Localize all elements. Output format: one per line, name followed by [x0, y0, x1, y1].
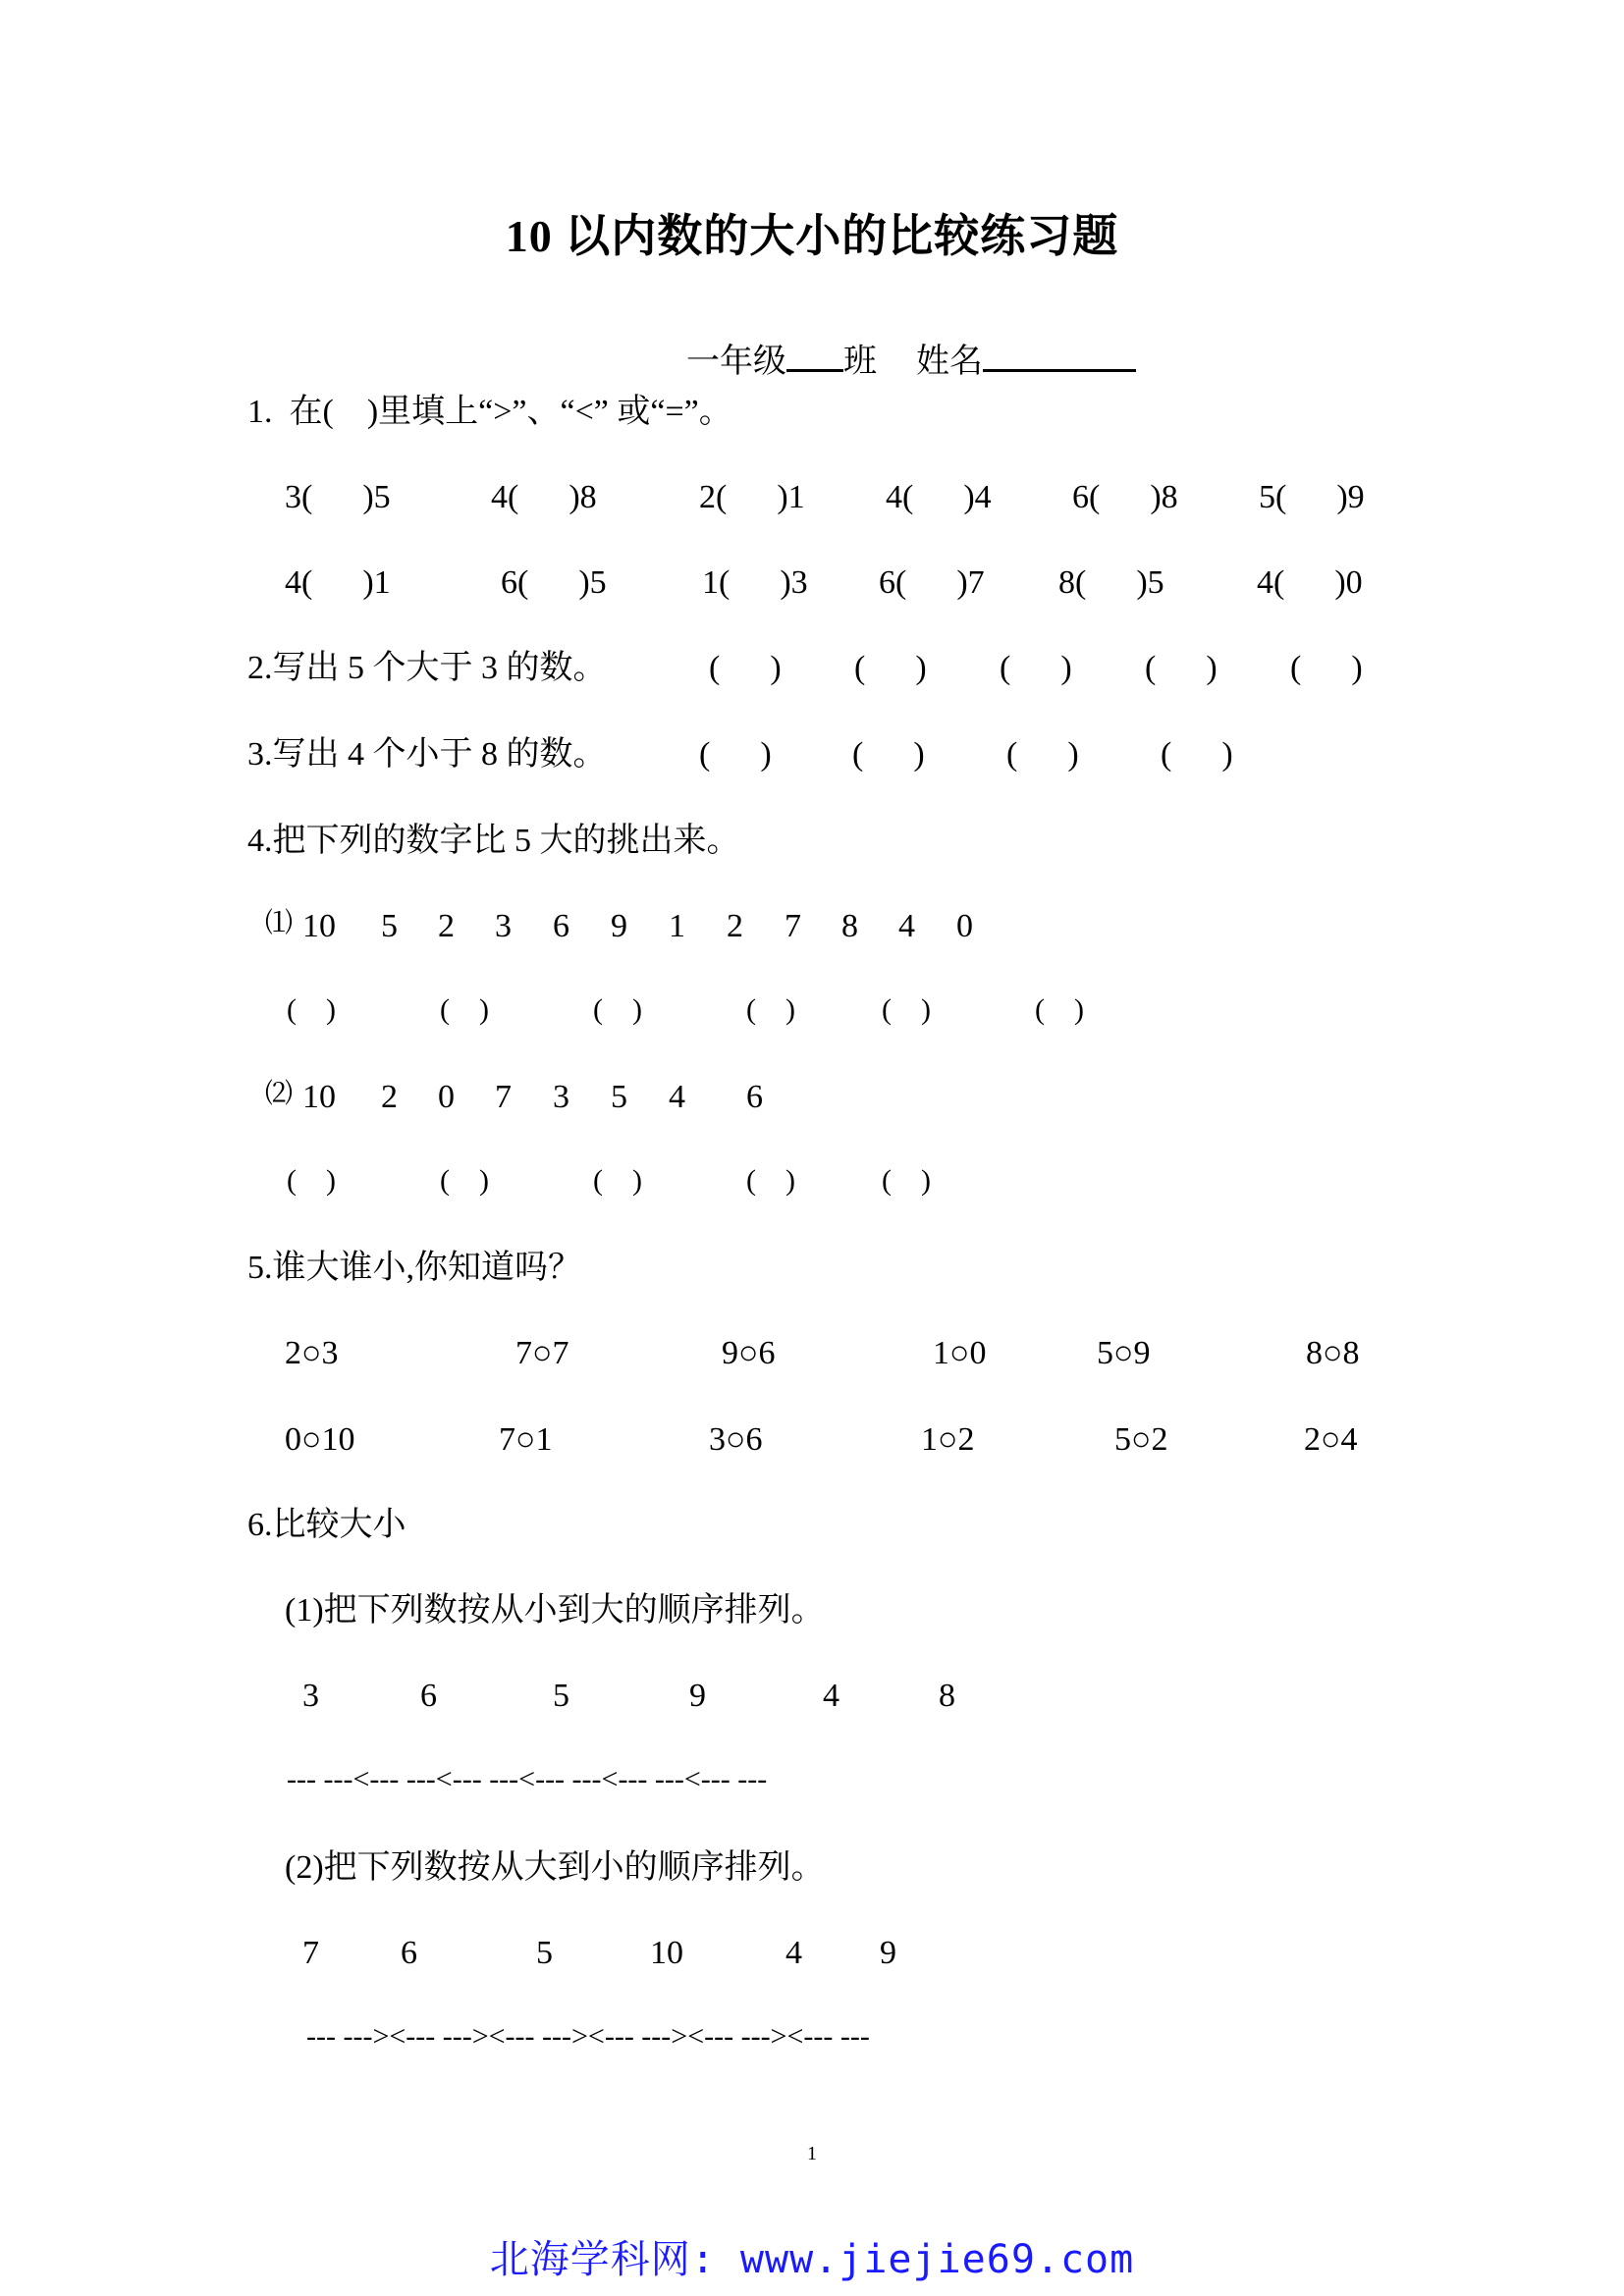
number-item: 10	[302, 1079, 336, 1115]
answer-blank[interactable]: ( )	[440, 1164, 489, 1197]
number-item: 2	[438, 908, 455, 944]
compare-item[interactable]: 4( )0	[1257, 564, 1363, 601]
number-item: 2	[381, 1079, 398, 1115]
number-item: 4	[669, 1079, 685, 1115]
part-label: ⑵	[265, 1079, 294, 1109]
circle-compare[interactable]: 0○10	[285, 1421, 355, 1458]
footer-watermark: 北海学科网: www.jiejie69.com	[489, 2237, 1135, 2282]
compare-item[interactable]: 6( )7	[879, 564, 985, 601]
part-label: ⑴	[265, 908, 294, 938]
answer-blank[interactable]: ( )	[287, 1164, 336, 1197]
number-item: 10	[302, 908, 336, 944]
name-blank[interactable]	[983, 340, 1136, 372]
circle-compare[interactable]: 2○3	[285, 1335, 339, 1371]
answer-blank[interactable]: ( )	[1161, 736, 1233, 773]
number-item: 8	[841, 908, 858, 944]
compare-item[interactable]: 4( )1	[285, 564, 391, 601]
compare-item[interactable]: 4( )8	[491, 479, 597, 515]
class-blank[interactable]	[786, 340, 843, 372]
number-item: 4	[823, 1678, 839, 1714]
number-item: 7	[785, 908, 801, 944]
question-3-prompt: 3.写出 4 个小于 8 的数。	[247, 736, 607, 773]
compare-item[interactable]: 3( )5	[285, 479, 391, 515]
number-item: 4	[898, 908, 915, 944]
number-item: 3	[495, 908, 512, 944]
number-item: 7	[495, 1079, 512, 1115]
circle-compare[interactable]: 5○2	[1114, 1421, 1168, 1458]
circle-compare[interactable]: 7○1	[499, 1421, 553, 1458]
number-item: 9	[880, 1935, 896, 1971]
answer-blank[interactable]: ( )	[699, 736, 772, 773]
grade-label: 一年级	[686, 344, 786, 380]
number-item: 7	[302, 1935, 319, 1971]
number-item: 3	[553, 1079, 569, 1115]
answer-blank[interactable]: ( )	[854, 650, 927, 686]
question-5-prompt: 5.谁大谁小,你知道吗？	[247, 1250, 581, 1286]
question-6-part-1-answer-line[interactable]: --- ---<--- ---<--- ---<--- ---<--- ---<--- ---	[287, 1763, 768, 1795]
circle-compare[interactable]: 3○6	[709, 1421, 763, 1458]
compare-item[interactable]: 5( )9	[1259, 479, 1365, 515]
question-2-prompt: 2.写出 5 个大于 3 的数。	[247, 650, 607, 686]
number-item: 8	[939, 1678, 955, 1714]
number-item: 6	[420, 1678, 437, 1714]
answer-blank[interactable]: ( )	[1000, 650, 1072, 686]
question-6-prompt: 6.比较大小	[247, 1507, 406, 1543]
answer-blank[interactable]: ( )	[709, 650, 782, 686]
page-number: 1	[807, 2143, 817, 2164]
compare-item[interactable]: 4( )4	[886, 479, 992, 515]
circle-compare[interactable]: 1○0	[933, 1335, 987, 1371]
page-title: 10 以内数的大小的比较练习题	[505, 211, 1119, 261]
compare-item[interactable]: 6( )8	[1072, 479, 1178, 515]
number-item: 9	[611, 908, 627, 944]
number-item: 0	[956, 908, 973, 944]
circle-compare[interactable]: 2○4	[1304, 1421, 1358, 1458]
compare-item[interactable]: 8( )5	[1058, 564, 1164, 601]
answer-blank[interactable]: ( )	[882, 1164, 931, 1197]
number-item: 10	[650, 1935, 683, 1971]
number-item: 5	[536, 1935, 553, 1971]
number-item: 6	[401, 1935, 417, 1971]
number-item: 5	[553, 1678, 569, 1714]
answer-blank[interactable]: ( )	[287, 993, 336, 1026]
number-item: 3	[302, 1678, 319, 1714]
circle-compare[interactable]: 8○8	[1306, 1335, 1360, 1371]
question-6-part-2-prompt: (2)把下列数按从大到小的顺序排列。	[285, 1849, 825, 1886]
name-label: 姓名	[916, 344, 983, 380]
question-6-part-2-answer-line[interactable]: --- ---><--- ---><--- ---><--- ---><--- ---><--- ---	[306, 2020, 870, 2053]
answer-blank[interactable]: ( )	[746, 993, 795, 1026]
class-label: 班	[843, 344, 877, 380]
number-item: 2	[727, 908, 743, 944]
question-1-prompt: 1. 在( )里填上“>”、“<” 或“=”。	[247, 394, 732, 430]
answer-blank[interactable]: ( )	[1145, 650, 1218, 686]
answer-blank[interactable]: ( )	[440, 993, 489, 1026]
circle-compare[interactable]: 1○2	[921, 1421, 975, 1458]
compare-item[interactable]: 6( )5	[501, 564, 607, 601]
number-item: 6	[553, 908, 569, 944]
number-item: 0	[438, 1079, 455, 1115]
circle-compare[interactable]: 7○7	[515, 1335, 569, 1371]
compare-item[interactable]: 2( )1	[699, 479, 805, 515]
circle-compare[interactable]: 9○6	[722, 1335, 776, 1371]
answer-blank[interactable]: ( )	[852, 736, 925, 773]
answer-blank[interactable]: ( )	[593, 1164, 642, 1197]
answer-blank[interactable]: ( )	[1290, 650, 1363, 686]
answer-blank[interactable]: ( )	[746, 1164, 795, 1197]
answer-blank[interactable]: ( )	[1035, 993, 1084, 1026]
number-item: 5	[381, 908, 398, 944]
question-4-prompt: 4.把下列的数字比 5 大的挑出来。	[247, 823, 740, 859]
number-item: 1	[669, 908, 685, 944]
question-6-part-1-prompt: (1)把下列数按从小到大的顺序排列。	[285, 1592, 825, 1629]
compare-item[interactable]: 1( )3	[702, 564, 808, 601]
answer-blank[interactable]: ( )	[593, 993, 642, 1026]
number-item: 9	[689, 1678, 706, 1714]
answer-blank[interactable]: ( )	[882, 993, 931, 1026]
number-item: 5	[611, 1079, 627, 1115]
number-item: 4	[785, 1935, 802, 1971]
answer-blank[interactable]: ( )	[1006, 736, 1079, 773]
number-item: 6	[746, 1079, 763, 1115]
circle-compare[interactable]: 5○9	[1097, 1335, 1151, 1371]
